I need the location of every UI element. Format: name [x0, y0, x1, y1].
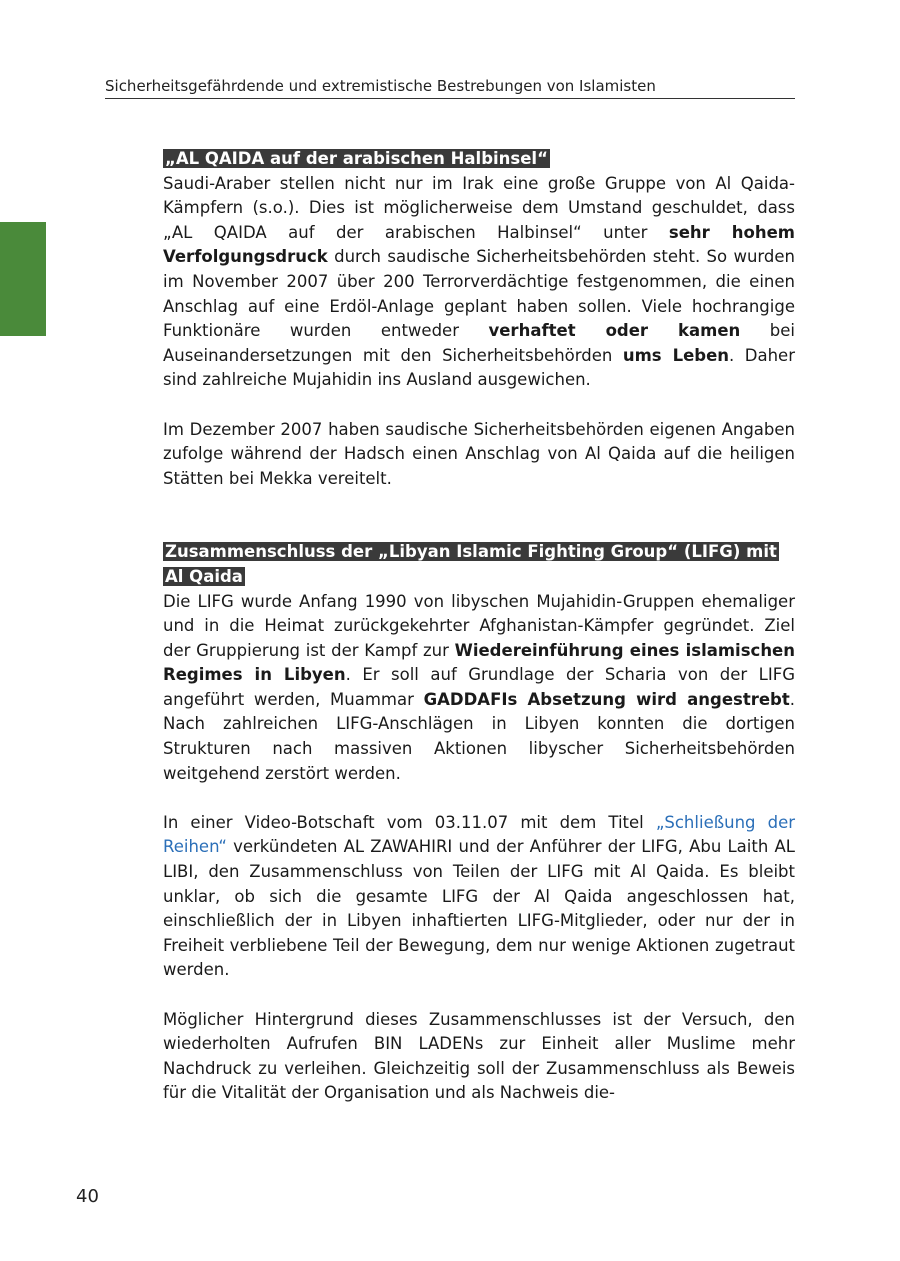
- text-run: . Nach zahlreichen LIFG-Anschlägen in Libyen konnten die dortigen Strukturen nach massiven Aktionen libyscher Sicherheitsbehörden weitgehend zerstört werden.: [163, 689, 796, 783]
- section-lifg-merger: [163, 540, 795, 1106]
- text-run: Die LIFG wurde Anfang 1990 von libyschen Mujahidin-Gruppen ehemaliger und in die Heimat zurückgekehrter Afghanistan-Kämpfer gegründet. Ziel der Gruppierung ist der Kampf zur: [163, 591, 795, 660]
- bold-text: ums Leben: [622, 345, 730, 365]
- text-run: durch saudische Sicherheitsbehörden steht. So wurden im November 2007 über 200 Terrorverdächtige festgenommen, die einen Anschlag auf eine Erdöl-Anlage geplant haben sollen. Viele hochrangige Funktionäre wurden entweder: [163, 247, 795, 341]
- page-body: [163, 147, 795, 1106]
- section-heading: [163, 540, 795, 589]
- paragraph: Möglicher Hintergrund dieses Zusammenschlusses ist der Versuch, den wiederholten Aufrufen BIN LADENs zur Einheit aller Muslime mehr Nachdruck zu verleihen. Gleichzeitig soll der Zusammenschluss als Beweis für die Vitalität der Organisation und als Nachweis die-: [163, 1009, 795, 1103]
- running-header-title: Sicherheitsgefährdende und extremistische Bestrebungen von Islamisten: [105, 77, 656, 95]
- section-heading-text-line2: Al Qaida: [165, 566, 243, 586]
- bold-text: Wiedereinführung eines islamischen Regimes in Libyen: [163, 640, 795, 685]
- page-number: 40: [76, 1186, 99, 1207]
- bold-text: GADDAFIs Absetzung wird angestrebt: [423, 689, 790, 709]
- chapter-tab-marker: [0, 222, 46, 336]
- section-al-qaida-arabian-peninsula: [163, 147, 795, 491]
- bold-text: sehr hohem Verfolgungsdruck: [163, 222, 796, 267]
- bold-text: verhaftet oder kamen: [488, 321, 741, 341]
- text-run: . Daher sind zahlreiche Mujahidin ins Ausland ausgewichen.: [163, 345, 795, 390]
- paragraph: [163, 172, 795, 393]
- running-header: [105, 76, 795, 99]
- section-heading-text: „AL QAIDA auf der arabischen Halbinsel“: [165, 149, 548, 168]
- text-run: . Er soll auf Grundlage der Scharia von der LIFG angeführt werden, Muammar: [163, 665, 795, 709]
- paragraph: [163, 811, 795, 983]
- paragraph: Im Dezember 2007 haben saudische Sicherheitsbehörden eigenen Angaben zufolge während der Hadsch einen Anschlag von Al Qaida auf die heiligen Stätten bei Mekka vereitelt.: [163, 419, 795, 488]
- video-title-link[interactable]: „Schließung der Reihen“: [163, 812, 796, 857]
- text-run: verkündeten AL ZAWAHIRI und der Anführer der LIFG, Abu Laith AL LIBI, den Zusammenschluss von Teilen der LIFG mit Al Qaida. Es bleibt unklar, ob sich die gesamte LIFG der Al Qaida angeschlossen hat, einschließlich der in Libyen inhaftierten LIFG-Mitglieder, oder nur der in Freiheit verbliebene Teil der Bewegung, dem nur wenige Aktionen zugetraut werden.: [163, 837, 795, 980]
- section-heading-text-line1: Zusammenschluss der „Libyan Islamic Fighting Group“ (LIFG) mit: [165, 542, 777, 562]
- text-run: bei Auseinandersetzungen mit den Sicherheitsbehörden: [163, 321, 795, 365]
- text-run: Saudi-Araber stellen nicht nur im Irak eine große Gruppe von Al Qaida-Kämpfern (s.o.). Dies ist möglicherweise dem Umstand geschuldet, dass „AL QAIDA auf der arabischen Halbinsel“ unter: [163, 173, 795, 242]
- section-heading: [163, 147, 795, 172]
- paragraph: [163, 590, 795, 787]
- text-run: In einer Video-Botschaft vom 03.11.07 mit dem Titel: [163, 812, 656, 832]
